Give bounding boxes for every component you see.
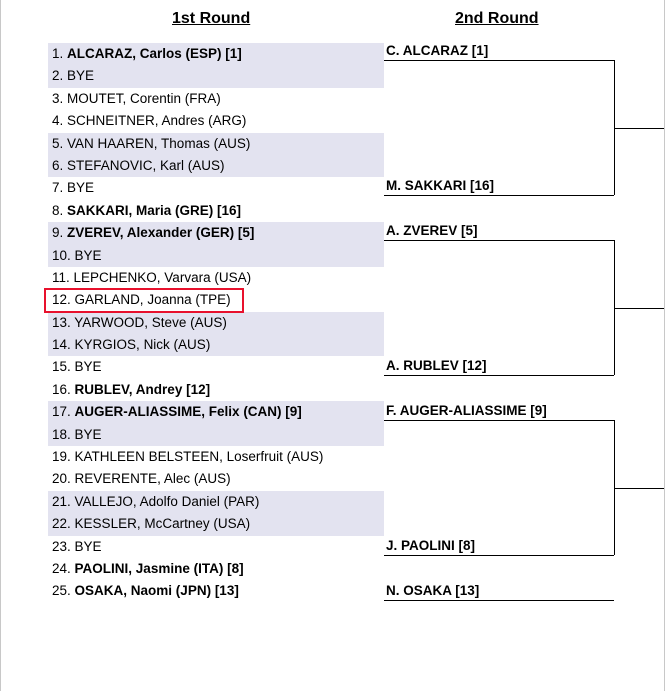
bracket-line	[384, 240, 614, 241]
round-1-row-number: 3.	[52, 90, 64, 106]
round-1-row-number: 18.	[52, 426, 71, 442]
round-1-row[interactable]	[48, 289, 384, 311]
round-1-row[interactable]	[48, 401, 384, 423]
round-1-list	[48, 43, 384, 603]
round-1-row[interactable]	[48, 222, 384, 244]
round-1-row-number: 17.	[52, 404, 71, 420]
round-1-row-name: PAOLINI, Jasmine (ITA) [8]	[74, 560, 244, 576]
bracket-line	[384, 375, 614, 376]
round-1-row-name: KYRGIOS, Nick (AUS)	[74, 337, 211, 353]
round-1-row-name: BYE	[74, 538, 102, 554]
round-2-entry[interactable]: C. ALCARAZ [1]	[386, 43, 489, 58]
round-1-row-name: BYE	[74, 359, 102, 375]
round-1-row-number: 24.	[52, 560, 71, 576]
round-1-row-name: BYE	[74, 247, 102, 263]
round-2-entry[interactable]: A. ZVEREV [5]	[386, 223, 478, 238]
round-1-row[interactable]	[48, 491, 384, 513]
round-1-row[interactable]	[48, 536, 384, 558]
round-1-row-name: GARLAND, Joanna (TPE)	[74, 292, 231, 308]
round-1-row[interactable]	[48, 356, 384, 378]
round-1-row-number: 14.	[52, 337, 71, 353]
round-1-row-name: ZVEREV, Alexander (GER) [5]	[67, 225, 255, 241]
bracket-advance-line	[614, 308, 664, 309]
round-1-row[interactable]	[48, 580, 384, 602]
round-2-entry[interactable]: F. AUGER-ALIASSIME [9]	[386, 403, 547, 418]
round-1-row-name: VAN HAAREN, Thomas (AUS)	[67, 135, 251, 151]
round-2-title: 2nd Round	[455, 10, 539, 27]
round-1-row-number: 23.	[52, 538, 71, 554]
round-1-row-number: 7.	[52, 180, 64, 196]
round-1-row-number: 2.	[52, 68, 64, 84]
round-1-row-name: LEPCHENKO, Varvara (USA)	[73, 269, 252, 285]
round-1-row[interactable]	[48, 513, 384, 535]
round-1-row[interactable]	[48, 558, 384, 580]
round-2-entry[interactable]: N. OSAKA [13]	[386, 583, 480, 598]
round-1-row-name: SAKKARI, Maria (GRE) [16]	[67, 202, 242, 218]
round-1-row-name: KATHLEEN BELSTEEN, Loserfruit (AUS)	[74, 449, 324, 465]
round-1-row[interactable]	[48, 200, 384, 222]
round-1-row-number: 1.	[52, 46, 64, 61]
round-1-row[interactable]	[48, 65, 384, 87]
round-1-row-name: VALLEJO, Adolfo Daniel (PAR)	[74, 493, 260, 509]
round-1-row-number: 8.	[52, 202, 64, 218]
round-1-row-number: 13.	[52, 314, 71, 330]
bracket-line	[384, 420, 614, 421]
round-1-row[interactable]	[48, 133, 384, 155]
round-1-row[interactable]	[48, 424, 384, 446]
round-2-entry[interactable]: M. SAKKARI [16]	[386, 178, 495, 193]
round-1-row-number: 15.	[52, 359, 71, 375]
round-headers	[0, 10, 665, 36]
round-1-row-number: 6.	[52, 157, 64, 173]
round-1-row-name: YARWOOD, Steve (AUS)	[74, 314, 227, 330]
round-1-row-name: BYE	[67, 180, 95, 196]
round-1-row-name: ALCARAZ, Carlos (ESP) [1]	[67, 46, 242, 61]
round-1-row-number: 5.	[52, 135, 64, 151]
bracket-line	[384, 555, 614, 556]
round-1-row-name: MOUTET, Corentin (FRA)	[67, 90, 221, 106]
round-1-row-number: 21.	[52, 493, 71, 509]
round-1-row[interactable]	[48, 379, 384, 401]
round-1-row-name: AUGER-ALIASSIME, Felix (CAN) [9]	[74, 404, 302, 420]
round-1-row-number: 9.	[52, 225, 64, 241]
round-1-row-name: STEFANOVIC, Karl (AUS)	[67, 157, 225, 173]
round-2-entry[interactable]: J. PAOLINI [8]	[386, 538, 476, 553]
round-1-row-number: 10.	[52, 247, 71, 263]
round-1-row[interactable]	[48, 468, 384, 490]
round-1-row[interactable]	[48, 267, 384, 289]
round-1-row-name: REVERENTE, Alec (AUS)	[74, 471, 231, 487]
round-1-row[interactable]	[48, 88, 384, 110]
bracket-line	[384, 195, 614, 196]
round-1-row-name: BYE	[67, 68, 95, 84]
round-1-row-number: 16.	[52, 381, 71, 397]
round-1-row-name: RUBLEV, Andrey [12]	[74, 381, 211, 397]
round-1-row-name: BYE	[74, 426, 102, 442]
round-1-row-number: 20.	[52, 471, 71, 487]
round-1-row-number: 4.	[52, 113, 64, 129]
round-1-row-name: SCHNEITNER, Andres (ARG)	[67, 113, 247, 129]
round-1-row[interactable]	[48, 155, 384, 177]
bracket-advance-line	[614, 488, 664, 489]
bracket-line	[384, 600, 614, 601]
round-1-row[interactable]	[48, 43, 384, 65]
round-1-row-number: 12.	[52, 292, 71, 308]
round-1-row[interactable]	[48, 312, 384, 334]
page-left-rule	[0, 0, 1, 691]
round-1-row[interactable]	[48, 334, 384, 356]
bracket-line	[384, 60, 614, 61]
bracket-advance-line	[614, 128, 664, 129]
round-1-row-name: OSAKA, Naomi (JPN) [13]	[74, 583, 239, 599]
round-1-row[interactable]	[48, 446, 384, 468]
round-1-row[interactable]	[48, 110, 384, 132]
round-1-row-number: 19.	[52, 449, 71, 465]
round-1-row-number: 22.	[52, 516, 71, 532]
round-1-row[interactable]	[48, 245, 384, 267]
round-1-title: 1st Round	[172, 10, 251, 27]
round-1-row-number: 11.	[52, 269, 70, 285]
round-1-row-name: KESSLER, McCartney (USA)	[74, 516, 251, 532]
round-2-entry[interactable]: A. RUBLEV [12]	[386, 358, 487, 373]
round-1-row-number: 25.	[52, 583, 71, 599]
round-1-row[interactable]	[48, 177, 384, 199]
